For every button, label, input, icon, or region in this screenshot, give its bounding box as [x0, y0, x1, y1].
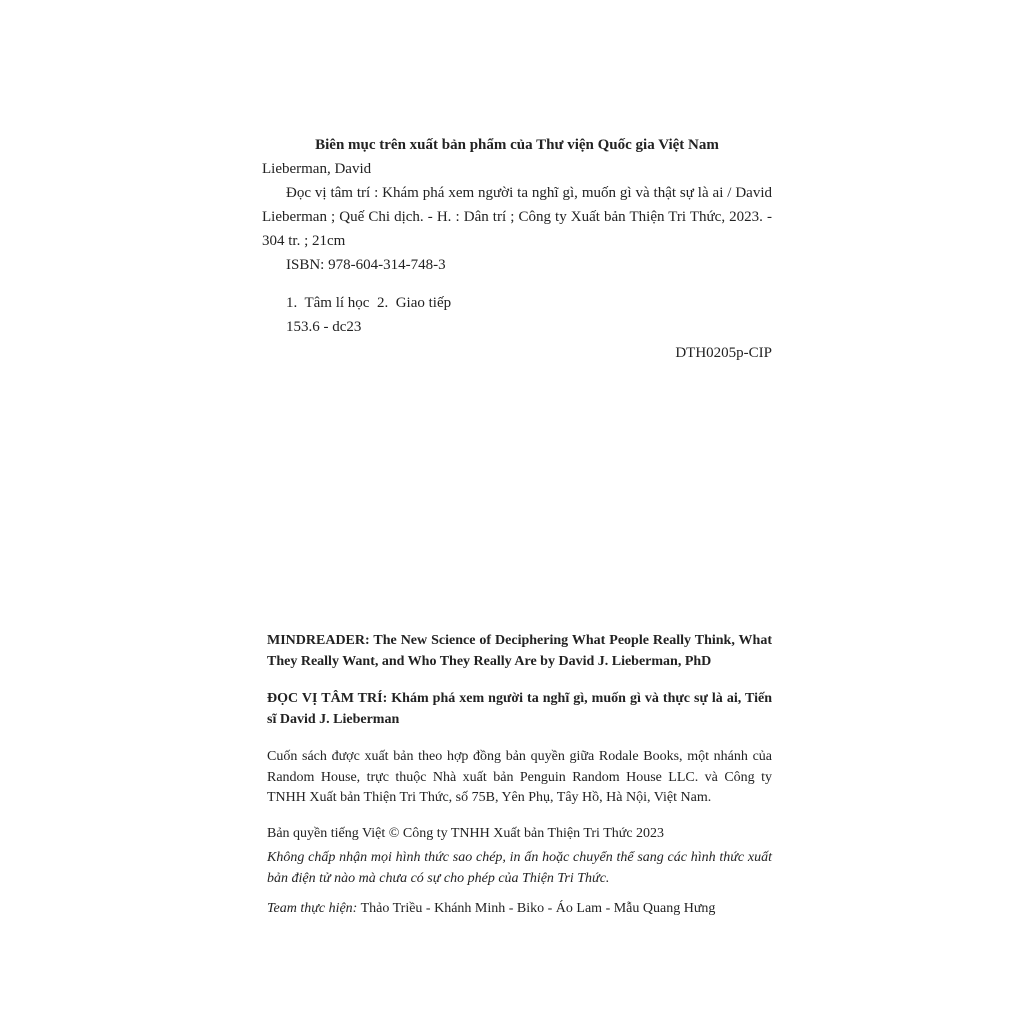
cip-block	[262, 133, 772, 365]
cip-author: Lieberman, David	[262, 161, 372, 177]
vietnamese-title: ĐỌC VỊ TÂM TRÍ: Khám phá xem người ta nghĩ gì, muốn gì và thực sự là ai, Tiến sĩ David J. Lieberman	[267, 691, 772, 727]
rights-statement: Bản quyền tiếng Việt © Công ty TNHH Xuất bản Thiện Tri Thức 2023	[267, 825, 665, 841]
copyright-block	[267, 631, 772, 920]
cip-subjects: 1. Tâm lí học 2. Giao tiếp	[286, 295, 452, 311]
license-statement: Cuốn sách được xuất bản theo hợp đồng bản quyền giữa Rodale Books, một nhánh của Random House, trực thuộc Nhà xuất bản Penguin Random House LLC. và Công ty TNHH Xuất bản Thiện Tri Thức, số 75B, Yên Phụ, Tây Hồ, Hà Nội, Việt Nam.	[267, 749, 772, 805]
cip-heading: Biên mục trên xuất bản phẩm của Thư viện Quốc gia Việt Nam	[315, 137, 719, 153]
team-members: Thảo Triều - Khánh Minh - Biko - Áo Lam - Mẫu Quang Hưng	[357, 901, 716, 916]
team-credits	[267, 899, 772, 920]
reproduction-notice: Không chấp nhận mọi hình thức sao chép, in ấn hoặc chuyển thể sang các hình thức xuất bản điện tử nào mà chưa có sự cho phép của Thiện Tri Thức.	[267, 850, 772, 886]
cip-description: Đọc vị tâm trí : Khám phá xem người ta nghĩ gì, muốn gì và thật sự là ai / David Lieberman ; Quế Chi dịch. - H. : Dân trí ; Công ty Xuất bản Thiện Tri Thức, 2023. - 304 tr. ; 21cm	[262, 185, 772, 249]
original-title: MINDREADER: The New Science of Deciphering What People Really Think, What They Really Want, and Who They Really Are by David J. Lieberman, PhD	[267, 633, 772, 669]
cip-code: DTH0205p-CIP	[675, 345, 772, 361]
cip-isbn: ISBN: 978-604-314-748-3	[286, 257, 446, 273]
team-label: Team thực hiện:	[267, 901, 358, 916]
cip-classification: 153.6 - dc23	[286, 319, 362, 335]
